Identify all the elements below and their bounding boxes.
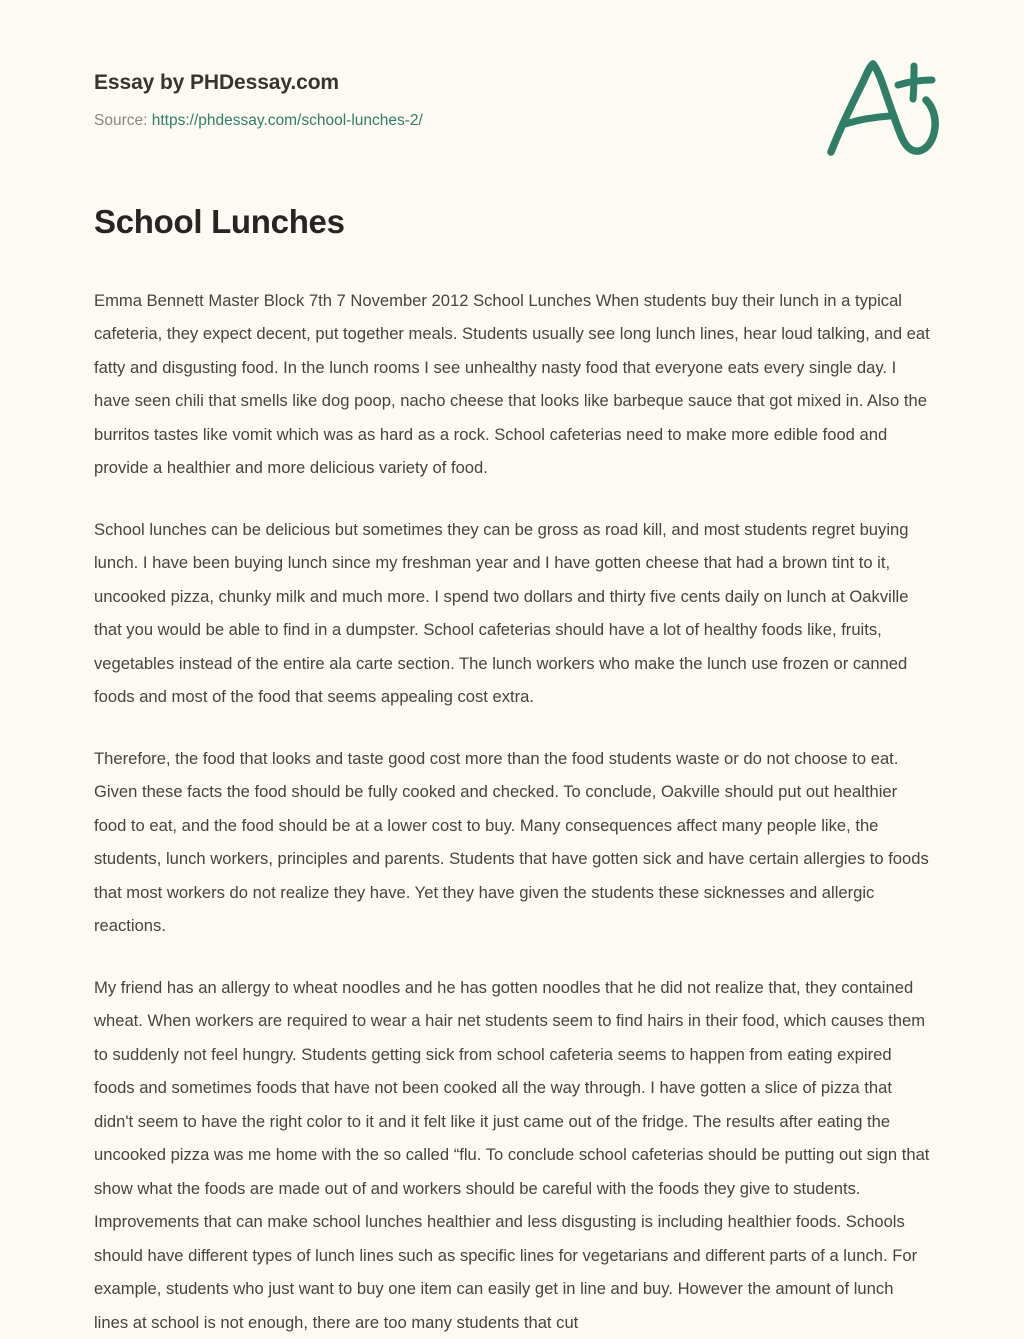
paragraph: School lunches can be delicious but sometimes they can be gross as road kill, and most students regret buying lunch. I have been buying lunch since my freshman year and I have gotten cheese that had a brown tint to it, uncooked pizza, chunky milk and much more. I spend two dollars and thirty five cents daily on lunch at Oakville that you would be able to find in a dumpster. School cafeterias should have a lot of healthy foods like, fruits, vegetables instead of the entire ala carte section. The lunch workers who make the lunch use frozen or canned foods and most of the food that seems appealing cost extra. bbox=[94, 519, 909, 707]
source-line bbox=[94, 111, 930, 131]
essay-body bbox=[94, 284, 930, 1339]
page-title: School Lunches bbox=[94, 203, 345, 240]
a-plus-logo-icon bbox=[818, 56, 948, 161]
paragraph: Emma Bennett Master Block 7th 7 November 2012 School Lunches When students buy their lunch in a typical cafeteria, they expect decent, put together meals. Students usually see long lunch lines, hear loud talking, and eat fatty and disgusting food. In the lunch rooms I see unhealthy nasty food that everyone eats every single day. I have seen chili that smells like dog poop, nacho cheese that looks like barbeque sauce that got mixed in. Also the burritos tastes like vomit which was as hard as a rock. School cafeterias need to make more edible food and provide a healthier and more delicious variety of food. bbox=[94, 290, 930, 478]
paragraph: My friend has an allergy to wheat noodles and he has gotten noodles that he did not realize that, they contained wheat. When workers are required to wear a hair net students seem to find hairs in their food, which causes them to suddenly not feel hungry. Students getting sick from school cafeteria seems to happen from eating expired foods and sometimes foods that have not been cooked all the way through. I have gotten a slice of pizza that didn't seem to have the right color to it and it felt like it just came out of the fridge. The results after eating the uncooked pizza was me home with the so called “flu. To conclude school cafeterias should be putting out sign that show what the foods are made out of and workers should be careful with the foods they give to students. Improvements that can make school lunches healthier and less disgusting is including healthier foods. Schools should have different types of lunch lines such as specific lines for vegetarians and different parts of a lunch. For example, students who just want to buy one item can easily get in line and buy. However the amount of lunch lines at school is not enough, there are too many students that cut bbox=[94, 977, 930, 1332]
source-label: Source: bbox=[94, 112, 148, 130]
source-url-link[interactable]: https://phdessay.com/school-lunches-2/ bbox=[151, 112, 423, 130]
paragraph: Therefore, the food that looks and taste good cost more than the food students waste or do not choose to eat. Given these facts the food should be fully cooked and checked. To conclude, Oakville should put out healthier food to eat, and the food should be at a lower cost to buy. Many consequences affect many people like, the students, lunch workers, principles and parents. Students that have gotten sick and have certain allergies to foods that most workers do not realize they have. Yet they have given the students these sicknesses and allergic reactions. bbox=[94, 748, 929, 936]
brand-title: Essay by PHDessay.com bbox=[94, 71, 339, 94]
page-header bbox=[94, 0, 930, 130]
